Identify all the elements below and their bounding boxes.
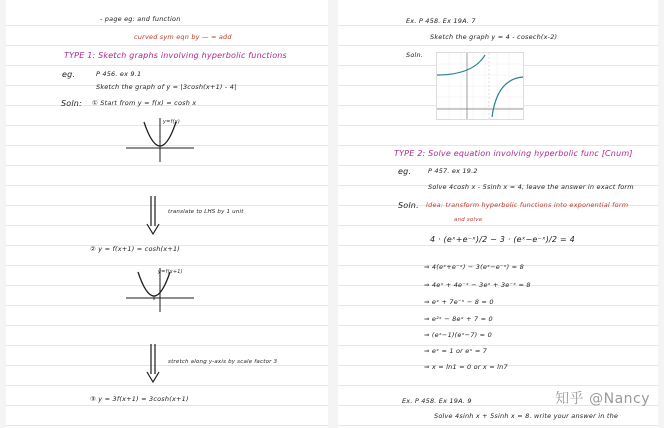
and-solve-note: and solve (454, 217, 483, 223)
exercise-task: Sketch the graph y = 4 - cosech(x-2) (430, 33, 558, 41)
cosh-graph-1 (124, 116, 196, 164)
equation-line: ⇒ eˣ + 7e⁻ˣ − 8 = 0 (424, 298, 494, 306)
eg2-label: eg. (398, 167, 412, 176)
type1-heading: TYPE 1: Sketch graphs involving hyperbolic functions (64, 51, 287, 60)
step-1: ① Start from y = f(x) = cosh x (92, 99, 197, 107)
eg2-task: Solve 4cosh x - 5sinh x = 4, leave the answer in exact form (428, 183, 634, 191)
equation-line: ⇒ (eˣ−1)(eˣ−7) = 0 (424, 331, 492, 339)
step-2: ② y = f(x+1) = cosh(x+1) (90, 245, 181, 253)
graph-1-label: y=f(x) (163, 119, 180, 125)
arrow-1-text: translate to LHS by 1 unit (168, 209, 244, 215)
graph-2-label: y=f(x+1) (158, 269, 183, 275)
exercise-2-task: Solve 4sinh x + 5sinh x = 8. write your answer in the (434, 412, 619, 420)
equation-line: ⇒ e²ˣ − 8eˣ + 7 = 0 (424, 315, 493, 323)
arrow-2-text: stretch along y-axis by scale factor 3 (168, 359, 278, 365)
down-arrow-1 (146, 196, 160, 236)
equation-line: ⇒ 4eˣ + 4e⁻ˣ − 3eˣ + 3e⁻ˣ = 8 (424, 281, 531, 289)
left-notebook-page (6, 0, 328, 428)
eg-label: eg. (62, 70, 76, 79)
eg2-solution-label: Soln. (398, 201, 419, 210)
down-arrow-2 (146, 344, 160, 384)
equation-line: ⇒ eˣ = 1 or eˣ = 7 (424, 347, 488, 355)
step-3: ③ y = 3f(x+1) = 3cosh(x+1) (90, 395, 189, 403)
left-top-line-1: - page eg: and function (100, 15, 181, 23)
right-notebook-page (338, 0, 658, 428)
cosech-graph-screenshot (436, 52, 524, 120)
left-top-line-2: curved sym eqn by — = add (134, 33, 232, 41)
exercise-2-reference: Ex. P 458. Ex 19A. 9 (402, 397, 472, 405)
equation-line: ⇒ x = ln1 = 0 or x = ln7 (424, 363, 508, 371)
eg-task: Sketch the graph of y = |3cosh(x+1) - 4| (96, 83, 237, 91)
solution-idea: Idea: transform hyperbolic functions into exponential form (426, 201, 629, 209)
main-equation: 4 · (eˣ+e⁻ˣ)/2 − 3 · (eˣ−e⁻ˣ)/2 = 4 (430, 235, 575, 244)
type2-heading: TYPE 2: Solve equation involving hyperbolic func [Cnum] (394, 149, 633, 158)
watermark: 知乎 @Nancy (555, 391, 650, 407)
solution-label: Soln: (61, 99, 82, 108)
exercise-solution-label: Soln. (406, 51, 424, 59)
exercise-reference: Ex. P 458. Ex 19A. 7 (406, 17, 476, 25)
equation-line: ⇒ 4(eˣ+e⁻ˣ) − 3(eˣ−e⁻ˣ) = 8 (424, 263, 524, 271)
eg2-reference: P 457. ex 19.2 (428, 167, 478, 175)
eg-reference: P 456. ex 9.1 (96, 70, 142, 78)
